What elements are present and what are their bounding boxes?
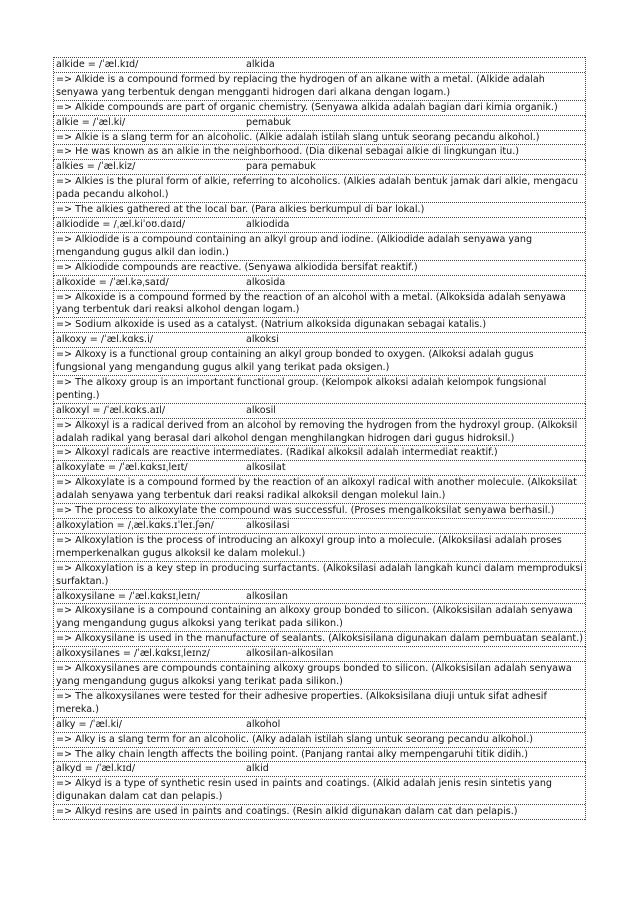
entry-definition: => Alkide is a compound formed by replacing the hydrogen of an alkane with a metal. (Alkide adalah senyawa yang terbentuk dengan mengganti hidrogen dari alkana dengan logam.) [54,73,585,101]
entry-translation: alkosilan-alkosilan [246,648,334,660]
entry-definition: => Alkoxysilane is a compound containing an alkoxy group bonded to silicon. (Alkoksisilan adalah senyawa yang mengandung gugus alkoksi yang terikat pada silikon.) [54,604,585,632]
entry-term: alkiodide = /ˌæl.kiˈoʊ.daɪd/ [56,218,186,230]
entry-header [54,218,585,233]
entry-alkoxysilanes [53,647,586,718]
entry-term: alkoxysilane = /ˈæl.kɑksɪˌleɪn/ [56,590,200,602]
vocabulary-table [53,57,586,820]
entry-header [54,762,585,777]
entry-example: => The alky chain length affects the boiling point. (Panjang rantai alky mempengaruhi titik didih.) [54,748,585,763]
entry-example: => The alkoxy group is an important functional group. (Kelompok alkoksi adalah kelompok fungsional penting.) [54,376,585,404]
entry-translation: alkosil [246,404,276,416]
entry-alkoxysilane [53,590,586,648]
entry-example: => Alkide compounds are part of organic chemistry. (Senyawa alkida adalah bagian dari kimia organik.) [54,101,585,116]
entry-term: alkoxide = /ˈæl.kəˌsaɪd/ [56,276,169,288]
entry-header [54,57,585,73]
entry-translation: alkosilan [246,590,288,602]
entry-alkoxy [53,333,586,404]
entry-header [54,276,585,291]
entry-definition: => Alkoxylate is a compound formed by the reaction of an alkoxyl radical with another molecule. (Alkoksilat adalah senyawa yang terbentuk dari reaksi radikal alkoksil dengan molekul lain.) [54,476,585,504]
entry-translation: pemabuk [246,116,291,128]
entry-term: alkyd = /ˈæl.kɪd/ [56,763,136,775]
entry-definition: => Alkiodide is a compound containing an alkyl group and iodine. (Alkiodide adalah senyawa yang mengandung gugus alkil dan iodin.) [54,233,585,261]
entry-header [54,461,585,476]
entry-alkoxide [53,276,586,334]
entry-translation: alkosilasi [246,520,290,531]
entry-example: => Alkoxylation is a key step in producing surfactants. (Alkoksilasi adalah langkah kunci dalam memproduksi surfaktan.) [54,562,585,590]
entry-example: => Alkiodide compounds are reactive. (Senyawa alkiodida bersifat reaktif.) [54,261,585,276]
entry-definition: => Alkoxyl is a radical derived from an alcohol by removing the hydrogen from the hydroxyl group. (Alkoksil adalah radikal yang berasal dari alkohol dengan menghilangkan hidrogen dari gugus hidroksil.) [54,419,585,447]
entry-translation: alkid [246,763,269,775]
entry-example: => Alkoxysilane is used in the manufacture of sealants. (Alkoksisilana digunakan dalam pembuatan sealant.) [54,632,585,647]
entry-example: => Alkyd resins are used in paints and coatings. (Resin alkid digunakan dalam cat dan pelapis.) [54,805,585,820]
entry-header [54,519,585,534]
entry-term: alkoxy = /ˈæl.kɑks.i/ [56,334,153,346]
entry-definition: => Alkoxide is a compound formed by the reaction of an alcohol with a metal. (Alkoksida adalah senyawa yang terbentuk dari reaksi alkohol dengan logam.) [54,291,585,319]
entry-header [54,116,585,131]
entry-alkide [53,57,586,116]
entry-translation: alkoksi [246,334,279,346]
entry-translation: alkida [246,59,275,70]
entry-header [54,647,585,662]
entry-translation: alkohol [246,718,281,730]
entry-term: alkoxylate = /ˈæl.kɑksɪˌleɪt/ [56,462,188,474]
entry-definition: => Alkie is a slang term for an alcoholic. (Alkie adalah istilah slang untuk seorang pecandu alkohol.) [54,131,585,146]
entry-example: => The alkies gathered at the local bar. (Para alkies berkumpul di bar lokal.) [54,203,585,218]
entry-definition: => Alkoxylation is the process of introducing an alkoxyl group into a molecule. (Alkoksilasi adalah proses memperkenalkan gugus alkoksil ke dalam molekul.) [54,534,585,562]
entry-alkiodide [53,218,586,276]
entry-definition: => Alkyd is a type of synthetic resin used in paints and coatings. (Alkid adalah jenis resin sintetis yang digunakan dalam cat dan pelapis.) [54,777,585,805]
entry-definition: => Alkoxysilanes are compounds containing alkoxy groups bonded to silicon. (Alkoksisilan adalah senyawa yang mengandung gugus alkoksi yang terikat pada silikon.) [54,662,585,690]
entry-translation: alkosida [246,276,286,288]
entry-header [54,333,585,348]
entry-translation: alkiodida [246,218,290,230]
entry-example: => He was known as an alkie in the neighborhood. (Dia dikenal sebagai alkie di lingkungan itu.) [54,145,585,160]
entry-header [54,404,585,419]
entry-term: alky = /ˈæl.ki/ [56,718,123,730]
entry-alkies [53,160,586,218]
entry-translation: para pemabuk [246,161,316,173]
entry-header [54,160,585,175]
entry-header [54,590,585,605]
entry-definition: => Alkoxy is a functional group containing an alkyl group bonded to oxygen. (Alkoksi adalah gugus fungsional yang mengandung gugus alkil yang terikat pada oksigen.) [54,348,585,376]
entry-alkyd [53,762,586,820]
entry-translation: alkosilat [246,462,286,474]
entry-definition: => Alky is a slang term for an alcoholic. (Alky adalah istilah slang untuk seorang pecandu alkohol.) [54,733,585,748]
entry-example: => The process to alkoxylate the compound was successful. (Proses mengalkoksilat senyawa berhasil.) [54,504,585,519]
entry-term: alkoxylation = /ˌæl.kɑks.ɪˈleɪ.ʃən/ [56,520,214,531]
entry-alkoxyl [53,404,586,462]
entry-term: alkide = /ˈæl.kɪd/ [56,59,139,70]
entry-alkoxylation [53,519,586,590]
entry-example: => The alkoxysilanes were tested for their adhesive properties. (Alkoksisilana diuji untuk sifat adhesif mereka.) [54,690,585,718]
entry-term: alkoxyl = /ˈæl.kɑks.aɪl/ [56,404,166,416]
entry-alkie [53,116,586,161]
entry-example: => Sodium alkoxide is used as a catalyst. (Natrium alkoksida digunakan sebagai katalis.) [54,318,585,333]
entry-term: alkies = /ˈæl.kiz/ [56,161,136,173]
entry-example: => Alkoxyl radicals are reactive intermediates. (Radikal alkoksil adalah intermediat reaktif.) [54,446,585,461]
entry-definition: => Alkies is the plural form of alkie, referring to alcoholics. (Alkies adalah bentuk jamak dari alkie, mengacu pada pecandu alkohol.) [54,175,585,203]
entry-header [54,718,585,733]
entry-term: alkoxysilanes = /ˈæl.kɑksɪˌleɪnz/ [56,648,210,660]
entry-alkoxylate [53,461,586,519]
entry-term: alkie = /ˈæl.ki/ [56,116,126,128]
entry-alky [53,718,586,763]
